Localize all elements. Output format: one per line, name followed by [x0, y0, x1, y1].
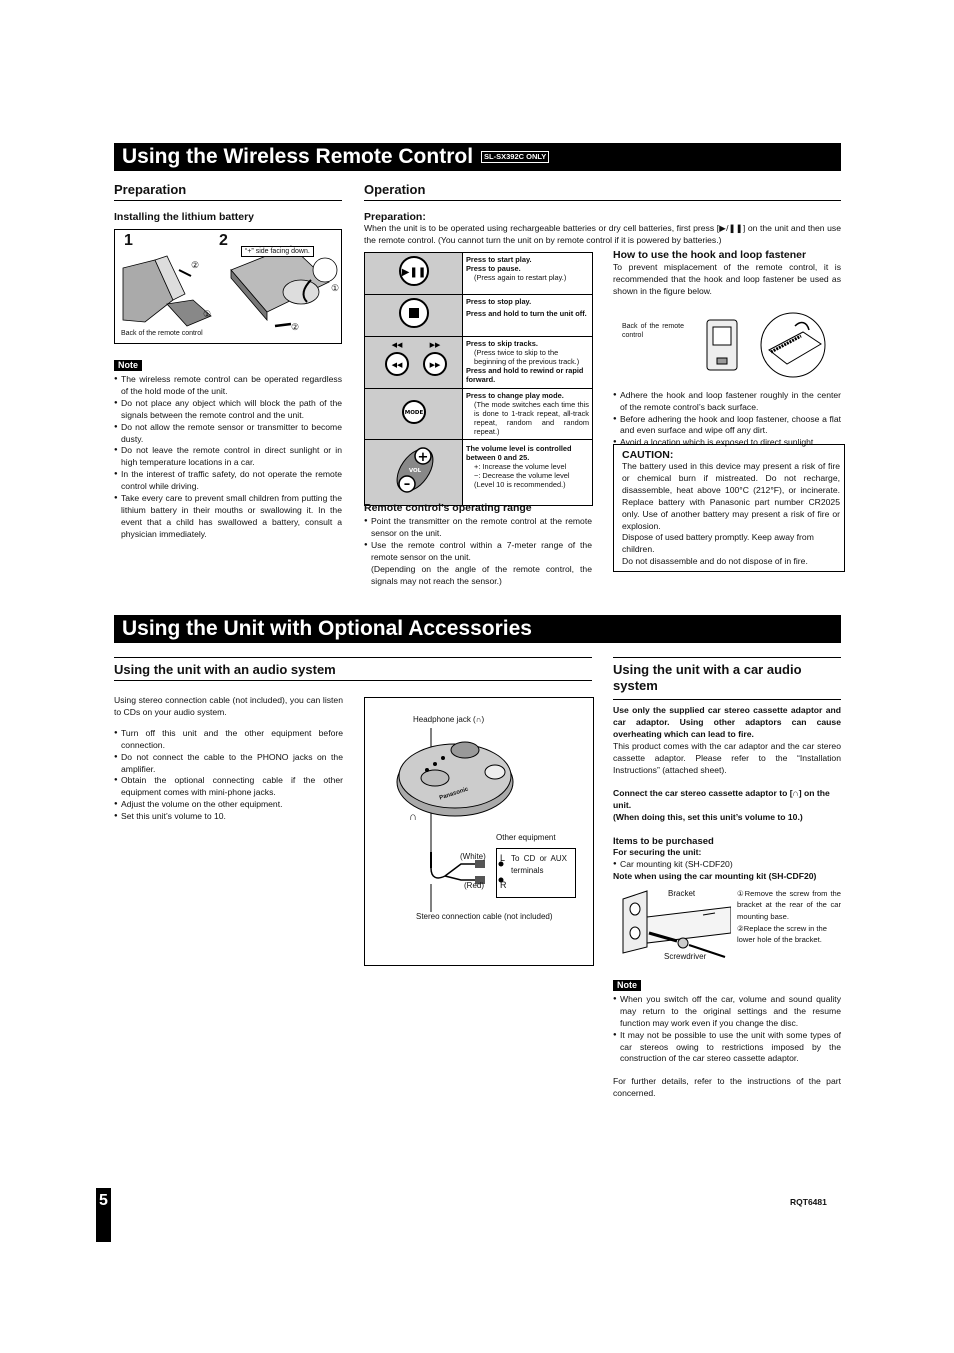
preparation-column — [114, 182, 342, 541]
mode-button-icon — [384, 392, 444, 432]
table-row — [365, 389, 593, 440]
list-item: ● Do not connect the cable to the PHONO jacks on the amplifier. — [114, 752, 343, 776]
play-pause-button-icon — [384, 254, 444, 288]
svg-text:◀◀: ◀◀ — [391, 341, 402, 349]
svg-text:▶▶: ▶▶ — [429, 361, 440, 369]
hook-loop-illustration — [703, 312, 833, 378]
cd-player-illustration — [365, 698, 593, 965]
operation-column — [364, 182, 841, 247]
headphone-jack-label: Headphone jack (∩) — [413, 715, 485, 724]
table-cell: (Press twice to skip to the beginning of the previous track.) — [474, 348, 580, 366]
document-code: RQT6481 — [790, 1197, 827, 1207]
list-item: ● Adhere the hook and loop fastener roughly in the center of the remote control’s back surface. — [613, 390, 841, 414]
section-banner-accessories — [114, 615, 841, 643]
car-audio-column — [613, 657, 841, 1100]
marker-num-2b: ② — [291, 322, 300, 332]
list-item: ● Before adhering the hook and loop fastener, choose a flat and even surface and wipe off any dirt. — [613, 414, 841, 438]
list-item: ● Adjust the volume on the other equipment. — [114, 799, 343, 811]
section-banner-remote — [114, 143, 841, 171]
hook-list — [613, 390, 841, 450]
button-function-table — [364, 252, 593, 506]
bracket-step-2: ②Replace the screw in the lower hole of the bracket. — [737, 923, 827, 945]
note-label: Note — [114, 360, 142, 371]
audio-intro: Using stereo connection cable (not included), you can listen to CDs on your audio system. — [114, 695, 343, 717]
other-equipment-label: Other equipment — [496, 833, 556, 842]
audio-heading — [114, 657, 592, 681]
screwdriver-label: Screwdriver — [664, 951, 707, 961]
svg-text:+: + — [417, 450, 428, 465]
audio-system-column — [114, 657, 592, 681]
table-cell: (Press again to restart play.) — [474, 273, 567, 282]
table-cell: Press and hold to turn the unit off. — [466, 309, 587, 318]
section-title-accessories: Using the Unit with Optional Accessories — [122, 617, 532, 640]
preparation-notes — [114, 374, 342, 541]
right-channel-label: R — [500, 880, 507, 890]
list-item: ● Take every care to prevent small children from putting the lithium battery in their mouths or swallowing it. In the event that a child has swallowed a battery, consult a physician immediately. — [114, 493, 342, 541]
cable-label: Stereo connection cable (not included) — [416, 912, 553, 921]
red-plug-label: (Red) — [464, 881, 485, 890]
list-item: ● Do not allow the remote sensor or transmitter to become dusty. — [114, 422, 342, 446]
audio-connection-figure — [364, 697, 594, 966]
range-list — [364, 516, 592, 587]
headphone-icon: ∩ — [409, 811, 417, 823]
battery-subheading: Installing the lithium battery — [114, 211, 255, 223]
table-cell: Press to start play. — [466, 255, 532, 264]
svg-text:▶❚❚: ▶❚❚ — [401, 267, 426, 278]
car-heading: Using the unit with a car audio system — [613, 657, 841, 700]
svg-text:VOL: VOL — [408, 468, 421, 474]
table-cell: (Level 10 is recommended.) — [474, 480, 566, 489]
step-1-label: 1 — [124, 232, 133, 249]
svg-text:–: – — [403, 477, 410, 492]
hook-figure-label: Back of the remote control — [622, 322, 684, 339]
list-item: ● Car mounting kit (SH-CDF20) — [613, 859, 841, 871]
list-item: ● Do not place any object which will block the path of the signals between the remote control and the unit. — [114, 398, 342, 422]
list-item: ● Avoid a location which is exposed to direct sunlight. — [613, 437, 841, 449]
kit-note: Note when using the car mounting kit (SH-CDF20) — [613, 870, 817, 881]
list-item: ● Use the remote control within a 7-meter range of the remote sensor on the unit. — [364, 540, 592, 564]
stop-button-icon — [384, 296, 444, 330]
table-row — [365, 295, 593, 337]
table-row — [365, 440, 593, 506]
bracket-steps — [737, 888, 841, 946]
bracket-label: Bracket — [668, 888, 696, 898]
step-2-label: 2 — [219, 232, 228, 249]
list-item: ● Do not leave the remote control in direct sunlight or in high temperature locations in a car. — [114, 445, 342, 469]
hook-intro: To prevent misplacement of the remote control, it is recommended that the hook and loop fastener be used as shown in the figure below. — [613, 262, 841, 296]
table-cell: Press to pause. — [466, 264, 521, 273]
volume-buttons-icon — [379, 441, 449, 499]
table-row — [365, 253, 593, 295]
operation-heading: Operation — [364, 182, 841, 201]
caution-text-1: The battery used in this device may present a risk of fire or chemical burn if mistreated. Do not recharge, disassemble, heat above 100°C (212°F), or incinerate. Replace battery with Panasonic part number CR2025 only. Use of another battery may present a risk of fire or explosion. — [622, 461, 840, 531]
car-text: This product comes with the car adaptor and the car stereo cassette adaptor. Please refer to the “Installation Instructions” (attached sheet). — [613, 740, 841, 775]
svg-text:MODE: MODE — [404, 409, 423, 416]
preparation-heading: Preparation — [114, 182, 342, 201]
model-badge: SL-SX392C ONLY — [481, 151, 549, 163]
list-item: ● Point the transmitter on the remote control at the remote sensor on the unit. — [364, 516, 592, 540]
operation-prep-heading: Preparation: — [364, 211, 426, 223]
further-details: For further details, refer to the instructions of the part concerned. — [613, 1076, 841, 1099]
marker-num-2a: ② — [191, 260, 200, 270]
page-number: 5 — [99, 1192, 108, 1209]
marker-num-1b: ① — [331, 283, 340, 293]
terminals-label: To CD or AUX terminals — [511, 854, 567, 875]
audio-heading-text: Using the unit with an audio system — [114, 662, 336, 677]
table-cell: (The mode switches each time this is done to 1-track repeat, all-track repeat, random and random repeat.) — [474, 400, 589, 436]
operating-range — [364, 502, 592, 587]
items-heading: Items to be purchased — [613, 836, 714, 848]
list-item: ● Turn off this unit and the other equipment before connection. — [114, 728, 343, 752]
table-row — [365, 337, 593, 389]
hook-heading: How to use the hook and loop fastener — [613, 249, 807, 261]
caution-text-3: Do not disassemble and do not dispose of in fire. — [622, 556, 808, 567]
operation-prep-text: When the unit is to be operated using rechargeable batteries or dry cell batteries, first press [▶/❚❚] on the unit and then use the remote control. (You cannot turn the unit on by remote control if it is powered by batteries.) — [364, 223, 841, 245]
table-cell: Press and hold to rewind or rapid forward. — [466, 366, 584, 384]
section-title-remote: Using the Wireless Remote Control — [122, 145, 474, 168]
table-cell: Press to skip tracks. — [466, 339, 538, 348]
list-item: ● Obtain the optional connecting cable if the other equipment comes with mini-phone jacks. — [114, 775, 343, 799]
battery-figure — [114, 229, 342, 344]
terminal-box — [496, 848, 576, 898]
skip-buttons-icon — [369, 338, 459, 382]
list-item: ● The wireless remote control can be operated regardless of the hold mode of the unit. — [114, 374, 342, 398]
list-item: ● When you switch off the car, volume and sound quality may return to the original settings and the resume function may work even if you change the disc. — [613, 994, 841, 1030]
car-note-label: Note — [613, 980, 641, 991]
list-item: ● Set this unit’s volume to 10. — [114, 811, 343, 823]
svg-text:◀◀: ◀◀ — [391, 361, 402, 369]
list-item: ● It may not be possible to use the unit with some types of car stereos owing to restrictions imposed by the construction of the car stereo cassette adaptor. — [613, 1030, 841, 1066]
car-connect-note: (When doing this, set this unit’s volume to 10.) — [613, 812, 803, 823]
left-channel-label: L — [500, 853, 506, 863]
car-notes — [613, 994, 841, 1065]
svg-text:▶▶: ▶▶ — [429, 341, 440, 349]
marker-num-1a: ① — [203, 309, 212, 319]
for-securing-label: For securing the unit: — [613, 847, 702, 858]
audio-list — [114, 728, 343, 823]
car-connect: Connect the car stereo cassette adaptor to [∩] on the unit. — [613, 788, 830, 811]
bracket-figure — [613, 887, 731, 963]
panasonic-brand: Panasonic — [438, 786, 470, 802]
battery-callout: “+” side facing down. — [241, 246, 314, 257]
table-cell: Press to stop play. — [466, 297, 532, 306]
hook-loop-section — [613, 249, 841, 449]
caution-text-2: Dispose of used battery promptly. Keep away from children. — [622, 532, 814, 555]
bracket-step-1: ①Remove the screw from the bracket at the rear of the car mounting base. — [737, 888, 841, 922]
caution-box — [613, 444, 845, 572]
table-cell: +: Increase the volume level — [474, 462, 567, 471]
audio-text — [114, 695, 343, 823]
table-cell: −: Decrease the volume level — [474, 471, 570, 480]
range-heading: Remote control’s operating range — [364, 502, 532, 514]
table-cell: Press to change play mode. — [466, 391, 564, 400]
back-of-remote-label: Back of the remote control — [121, 330, 203, 337]
range-note: (Depending on the angle of the remote control, the signals may not reach the sensor.) — [371, 563, 592, 586]
car-warning: Use only the supplied car stereo cassette adaptor and car adaptor. Using other adaptors can cause overheating which can lead to fire. — [613, 705, 841, 739]
list-item: ● In the interest of traffic safety, do not operate the remote control while driving. — [114, 469, 342, 493]
hook-figure — [613, 312, 841, 382]
white-plug-label: (White) — [460, 852, 486, 861]
bracket-figure-row — [613, 887, 841, 965]
page-number-tab — [96, 1188, 111, 1242]
caution-heading: CAUTION: — [622, 449, 674, 461]
table-cell: The volume level is controlled between 0 and 25. — [466, 444, 572, 462]
